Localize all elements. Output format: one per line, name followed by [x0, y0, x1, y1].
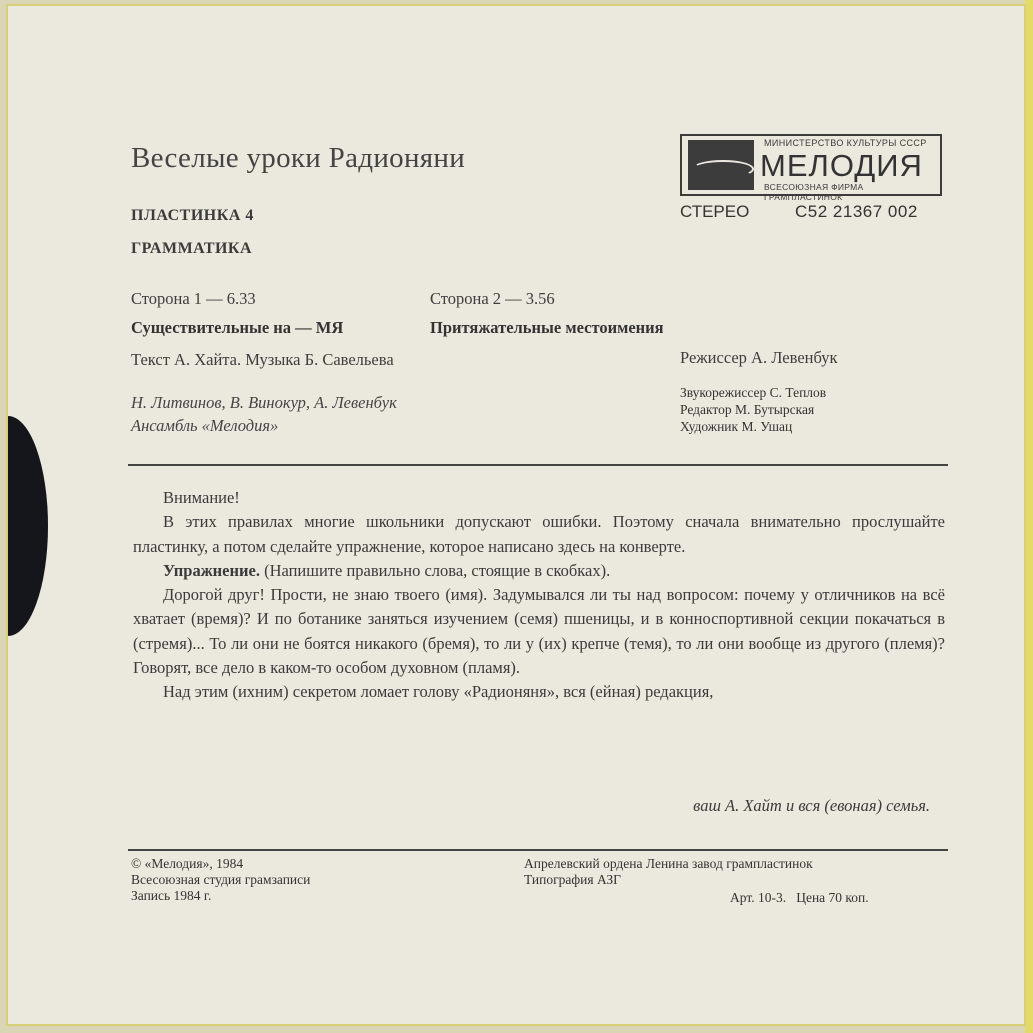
- credits-performers: Н. Литвинов, В. Винокур, А. Левенбук: [131, 393, 397, 412]
- footer-price: Арт. 10-3. Цена 70 коп.: [730, 890, 869, 905]
- credits-ensemble: Ансамбль «Мелодия»: [131, 416, 279, 435]
- side-2-title: Притяжательные местоимения: [430, 318, 664, 337]
- stereo-label: СТЕРЕО: [680, 202, 750, 221]
- side-1-duration: Сторона 1 — 6.33: [131, 289, 256, 308]
- logo-brand: МЕЛОДИЯ: [760, 148, 923, 183]
- record-sleeve: [6, 4, 1026, 1026]
- logo-firm: ВСЕСОЮЗНАЯ ФИРМА ГРАМПЛАСТИНОК: [764, 182, 864, 202]
- footer-copyright: © «Мелодия», 1984: [131, 856, 244, 871]
- intro-paragraph: В этих правилах многие школьники допускают ошибки. Поэтому сначала внимательно прослушайте пластинку, а потом сделайте упражнение, которое написано здесь на конверте.: [133, 512, 945, 556]
- exercise-label: Упражнение.: [163, 560, 260, 580]
- attention-heading: Внимание!: [163, 488, 240, 507]
- footer-printing: Типография АЗГ: [524, 872, 621, 887]
- melodiya-logo: [680, 134, 942, 202]
- catalog-number: С52 21367 002: [795, 202, 918, 221]
- exercise-text: [133, 486, 945, 705]
- credits-director: Режиссер А. Левенбук: [680, 348, 838, 367]
- letter-paragraph: Дорогой друг! Прости, не знаю твоего (имя). Задумывался ли ты над вопросом: почему у отличников на всё хватает (время)? И по ботанике заняться изучением (семя) пшеницы, и в конноспортивной секции покачаться в (стремя)... То ли они не боятся никакого (бремя), то ли у (их) крепче (темя), то ли они вообще из другого (племя)? Говорят, все дело в каком-то особом духовном (пламя).: [133, 585, 945, 678]
- sleeve-edge: [1025, 0, 1033, 1033]
- side-2-duration: Сторона 2 — 3.56: [430, 289, 555, 308]
- credits-artist: Художник М. Ушац: [680, 419, 793, 434]
- divider-bottom: [128, 849, 948, 851]
- footer-plant: Апрелевский ордена Ленина завод грампластинок: [524, 856, 813, 871]
- signature: ваш А. Хайт и вся (евоная) семья.: [693, 796, 930, 815]
- melodiya-disc-icon: [688, 140, 754, 190]
- vinyl-record-edge: [6, 416, 48, 636]
- album-title: Веселые уроки Радионяни: [131, 142, 466, 174]
- footer-studio: Всесоюзная студия грамзаписи: [131, 872, 311, 887]
- credits-sound: Звукорежиссер С. Теплов: [680, 385, 827, 400]
- logo-ministry: МИНИСТЕРСТВО КУЛЬТУРЫ СССР: [764, 138, 927, 148]
- closing-paragraph: Над этим (ихним) секретом ломает голову «Радионяня», вся (ейная) редакция,: [163, 682, 714, 702]
- exercise-instruction: (Напишите правильно слова, стоящие в скобках).: [259, 560, 611, 580]
- exercise-paragraph: [133, 559, 945, 583]
- record-number: ПЛАСТИНКА 4: [131, 207, 254, 224]
- credits-text-music: Текст А. Хайта. Музыка Б. Савельева: [131, 350, 394, 369]
- credits-editor: Редактор М. Бутырская: [680, 402, 815, 417]
- side-1-title: Существительные на — МЯ: [131, 318, 344, 337]
- divider-top: [128, 464, 948, 466]
- record-subject: ГРАММАТИКА: [131, 240, 253, 257]
- footer-recorded: Запись 1984 г.: [131, 888, 212, 903]
